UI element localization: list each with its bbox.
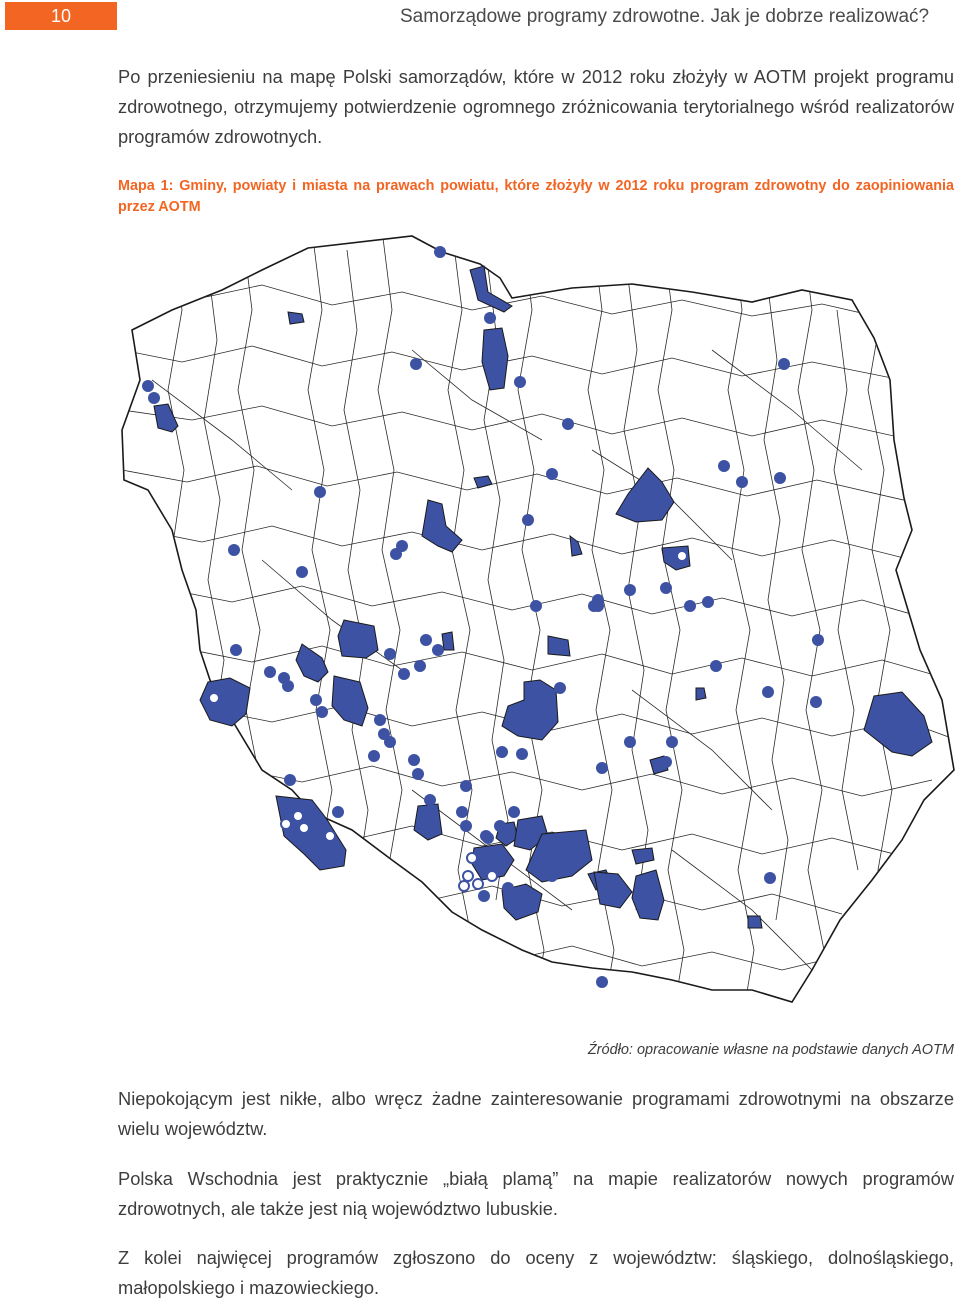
intro-paragraph: Po przeniesieniu na mapę Polski samorządów, które w 2012 roku złożyły w AOTM projekt programu zdrowotnego, otrzymujemy potwierdzenie ogromnego zróżnicowania terytorialnego wśród realizatorów programów zdrowotnych.	[118, 66, 954, 147]
region-lesko	[748, 916, 762, 928]
running-header: Samorządowe programy zdrowotne. Jak je dobrze realizować?	[400, 6, 930, 27]
map-caption: Mapa 1: Gminy, powiaty i miasta na prawach powiatu, które złożyły w 2012 roku program zdrowotny do zaopiniowania przez AOTM	[118, 178, 954, 215]
paragraph-most-programs: Z kolei najwięcej programów zgłoszono do oceny z województw: śląskiego, dolnośląskiego, małopolskiego i mazowieckiego.	[118, 1247, 954, 1298]
paragraph-voivodeships: Niepokojącym jest nikłe, albo wręcz żadne zainteresowanie programami zdrowotnymi na obszarze wielu województw.	[118, 1088, 954, 1139]
poland-map	[112, 230, 960, 1022]
map-source: Źródło: opracowanie własne na podstawie danych AOTM	[587, 1042, 954, 1058]
region-konin	[442, 632, 454, 650]
country-outline	[122, 236, 954, 1002]
page-number: 10	[5, 2, 117, 30]
region-poznan	[338, 620, 378, 658]
region-ostrowiec	[696, 688, 706, 700]
region-ustka	[288, 312, 304, 324]
paragraph-eastern-poland: Polska Wschodnia jest praktycznie „białą plamą” na mapie realizatorów nowych programów zdrowotnych, ale także jest nią województwo lubuskie.	[118, 1168, 954, 1219]
